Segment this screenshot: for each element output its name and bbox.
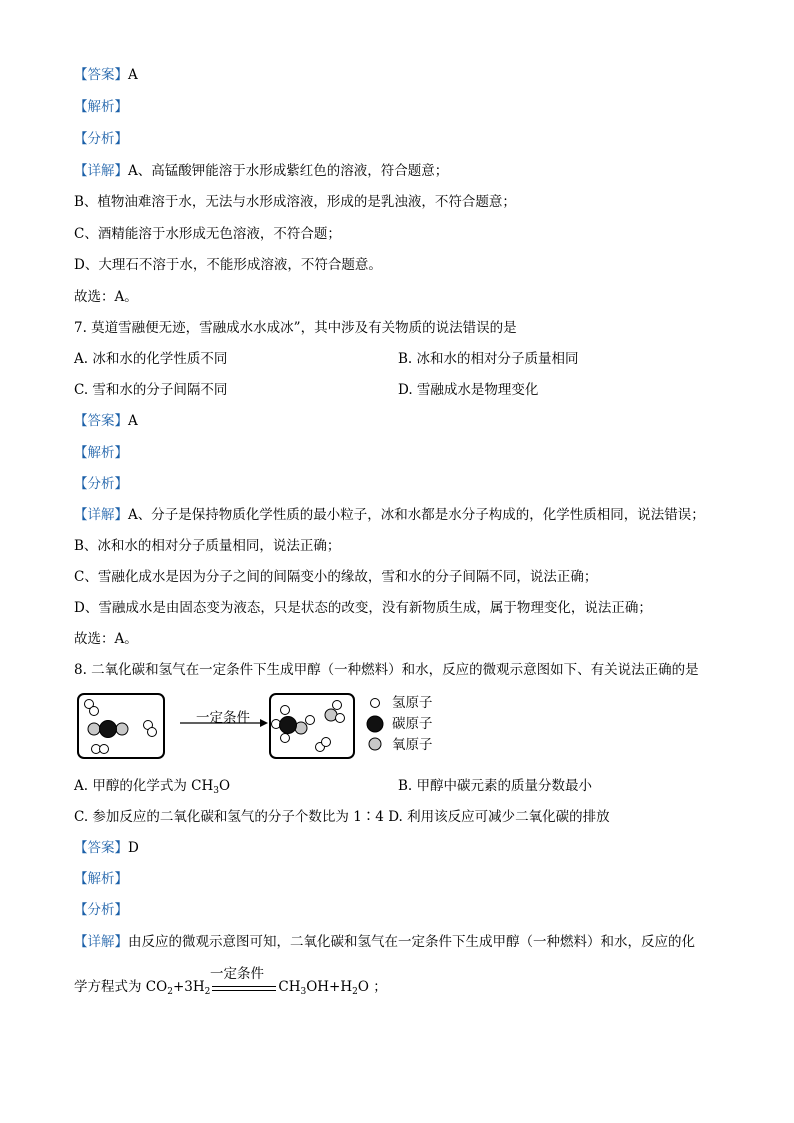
detail-text: A、高锰酸钾能溶于水形成紫红色的溶液，符合题意； [128,163,449,179]
analysis-tag: 【解析】 [74,871,128,887]
hydrogen-atom-icon [336,714,345,723]
q8-analysis-tag [74,870,128,888]
carbon-atom-icon [367,716,383,732]
answer-value: A [128,413,138,429]
q6-analysis-tag [74,98,128,116]
q7-line-d: D、雪融成水是由固态变为液态，只是状态的改变，没有新物质生成，属于物理变化，说法正确； [74,600,652,616]
q7-line-c: C、雪融化成水是因为分子之间的间隔变小的缘故，雪和水的分子间隔不同，说法正确； [74,569,598,585]
q7-option-c: C. 雪和水的分子间隔不同 [74,382,228,398]
legend-carbon: 碳原子 [392,716,433,732]
oxygen-atom-icon [116,723,128,735]
q6-choose: 故选：A。 [74,289,138,305]
hydrogen-atom-icon [322,738,331,747]
option-a-tail: O [218,778,231,794]
q8-stem: 8. 二氧化碳和氢气在一定条件下生成甲醇（一种燃料）和水，反应的微观示意图如下、有关说法正确的是 [74,662,699,678]
equation-product-ch: CH [278,979,301,995]
hydrogen-atom-icon [281,734,290,743]
q8-detail [74,933,695,951]
q7-fenxi-tag [74,475,128,493]
legend-oxygen: 氧原子 [392,737,433,753]
legend-hydrogen: 氢原子 [392,695,433,711]
subscript: 2 [204,987,211,997]
detail-text: 由反应的微观示意图可知，二氧化碳和氢气在一定条件下生成甲醇（一种燃料）和水，反应的化 [128,934,695,950]
q8-option-a [74,777,230,800]
q6-line-c: C、酒精能溶于水形成无色溶液，不符合题； [74,226,341,242]
reaction-condition-label: 一定条件 [196,710,250,726]
option-a-text: A. 甲醇的化学式为 CH [74,778,214,794]
detail-tag: 【详解】 [74,163,128,179]
q7-analysis-tag [74,444,128,462]
hydrogen-atom-icon [90,707,99,716]
equation-product-oh: OH+H [306,979,353,995]
subscript: 3 [213,786,219,796]
arrow-head-icon [260,719,268,727]
detail-tag: 【详解】 [74,934,128,950]
subscript: 3 [300,987,307,997]
q8-option-c-d: C. 参加反应的二氧化碳和氢气的分子个数比为 1∶4 D. 利用该反应可减少二氧化碳的排放 [74,809,610,825]
q7-detail-a [74,506,705,524]
q6-answer-line [74,66,138,84]
q7-line-b: B、冰和水的相对分子质量相同，说法正确； [74,538,341,554]
detail-text: A、分子是保持物质化学性质的最小粒子，冰和水都是水分子构成的，化学性质相同，说法错误； [128,507,705,523]
q8-answer-line [74,839,139,857]
hydrogen-atom-icon [100,745,109,754]
q6-detail-a [74,162,448,180]
q7-stem: 7. 莫道雪融便无迹，雪融成水水成冰”，其中涉及有关物质的说法错误的是 [74,320,517,336]
q6-line-d: D、大理石不溶于水，不能形成溶液，不符合题意。 [74,257,382,273]
hydrogen-atom-icon [371,699,380,708]
oxygen-atom-icon [88,723,100,735]
hydrogen-atom-icon [306,716,315,725]
detail-tag: 【详解】 [74,507,128,523]
q6-fenxi-tag [74,130,128,148]
hydrogen-atom-icon [148,728,157,737]
oxygen-atom-icon [369,738,381,750]
hydrogen-atom-icon [281,706,290,715]
q7-option-a: A. 冰和水的化学性质不同 [74,351,228,367]
answer-value: D [128,840,139,856]
analysis-tag: 【解析】 [74,445,128,461]
fenxi-tag: 【分析】 [74,476,128,492]
q7-answer-line [74,412,138,430]
answer-tag: 【答案】 [74,67,128,83]
fenxi-tag: 【分析】 [74,902,128,918]
carbon-atom-icon [280,717,297,734]
reaction-diagram [74,690,374,765]
equation-product-o: O ； [357,979,387,995]
equation-reactant-h2: +3H [172,979,205,995]
hydrogen-atom-icon [333,701,342,710]
answer-tag: 【答案】 [74,840,128,856]
answer-tag: 【答案】 [74,413,128,429]
carbon-atom-icon [100,721,117,738]
legend-symbols [366,694,386,754]
q8-fenxi-tag [74,901,128,919]
analysis-tag: 【解析】 [74,99,128,115]
subscript: 2 [352,987,358,997]
equation-prefix: 学方程式为 CO [74,979,168,995]
q6-line-b: B、植物油难溶于水，无法与水形成溶液，形成的是乳浊液，不符合题意； [74,194,516,210]
answer-value: A [128,67,138,83]
fenxi-tag: 【分析】 [74,131,128,147]
subscript: 2 [167,987,173,997]
q8-option-b: B. 甲醇中碳元素的质量分数最小 [398,778,593,794]
q7-option-b: B. 冰和水的相对分子质量相同 [398,351,579,367]
q7-choose: 故选：A。 [74,631,138,647]
equation-condition: 一定条件 [210,966,264,982]
q7-option-d: D. 雪融成水是物理变化 [398,382,539,398]
